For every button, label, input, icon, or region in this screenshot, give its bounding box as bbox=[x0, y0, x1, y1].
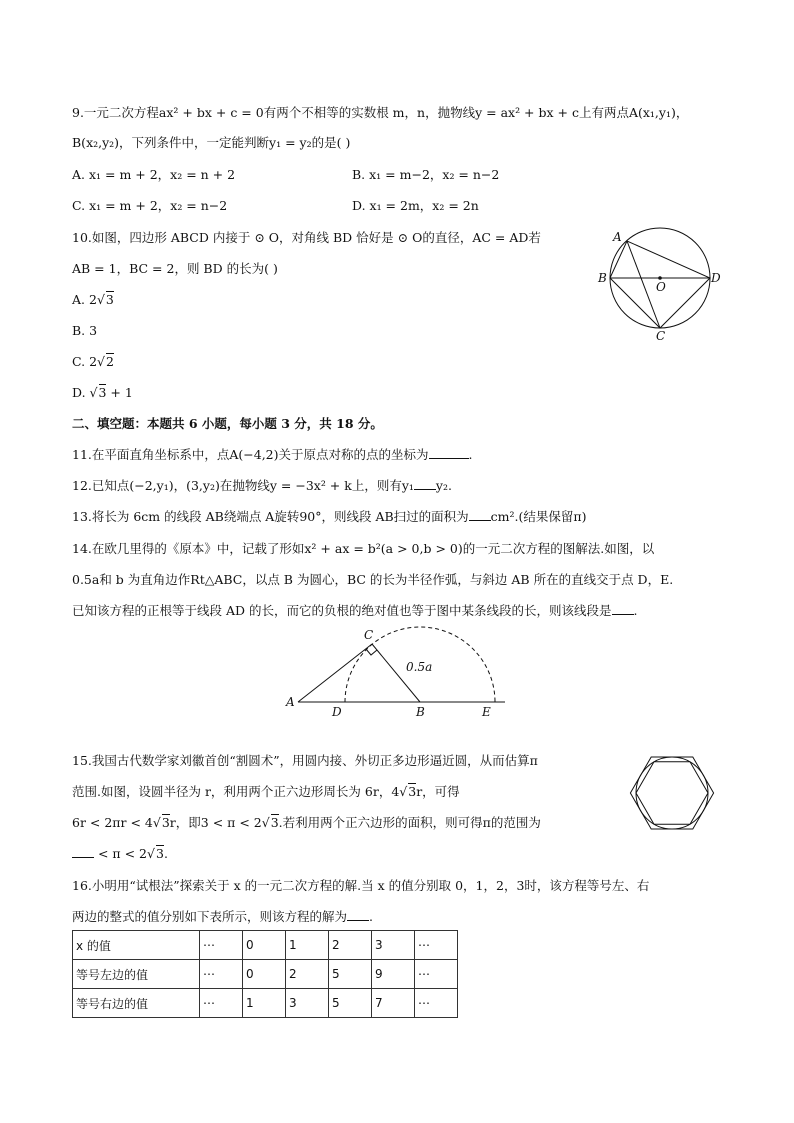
q14-stem-line3-text: 已知该方程的正根等于线段 AD 的长，而它的负根的绝对值也等于图中某条线段的长，则该线段是 bbox=[72, 603, 612, 618]
q10-option-c-radicand: 2 bbox=[106, 354, 114, 369]
table-cell: 5 bbox=[329, 960, 372, 989]
q9-stem-line2: B(x₂,y₂)，下列条件中，一定能判断y₁ = y₂的是( ) bbox=[72, 135, 351, 150]
q16-trial-table bbox=[72, 930, 458, 1018]
q14-label-d: D bbox=[332, 705, 342, 719]
table-cell: ⋯ bbox=[415, 989, 458, 1018]
q10-option-c: C. 2√2 bbox=[72, 354, 114, 369]
q14-side-ac bbox=[298, 644, 372, 702]
q16-stem-line1: 16.小明用“试根法”探索关于 x 的一元二次方程的解.当 x 的值分别取 0，1，2，3时，该方程等号左、右 bbox=[72, 878, 650, 893]
q14-right-angle-mark bbox=[366, 649, 377, 655]
q12-end: y₂. bbox=[435, 478, 452, 493]
q15-stem-line1: 15.我国古代数学家刘徽首创“割圆术”，用圆内接、外切正多边形逼近圆，从而估算π bbox=[72, 753, 538, 768]
q15-hexagon-figure bbox=[622, 748, 722, 838]
q10-option-d: D. √3 + 1 bbox=[72, 385, 133, 400]
q14-stem-line3 bbox=[72, 602, 637, 620]
q10-label-c: C bbox=[656, 329, 666, 343]
table-cell: 2 bbox=[286, 960, 329, 989]
q14-label-a: A bbox=[286, 695, 295, 709]
q9-option-b: B. x₁ = m−2，x₂ = n−2 bbox=[352, 167, 500, 182]
q9-option-d: D. x₁ = 2m，x₂ = 2n bbox=[352, 198, 479, 213]
table-cell: 3 bbox=[286, 989, 329, 1018]
q13-stem: 13.将长为 6cm 的线段 AB绕端点 A旋转90°，则线段 AB扫过的面积为 bbox=[72, 509, 469, 524]
q15-line4-end: . bbox=[163, 846, 168, 861]
q15-stem-line2: 范围.如图，设圆半径为 r，利用两个正六边形周长为 6r，4√3r，可得 bbox=[72, 784, 460, 799]
q15-outer-hexagon bbox=[630, 757, 713, 829]
q10-label-d: D bbox=[711, 271, 721, 285]
q15-circle bbox=[636, 757, 708, 829]
q15-line3-radicand: 3 bbox=[161, 815, 170, 830]
q14-answer-blank[interactable] bbox=[612, 602, 634, 615]
q13-end: cm².(结果保留π) bbox=[490, 509, 587, 524]
q15-line2-suffix: r，可得 bbox=[416, 784, 460, 799]
q10-label-a: A bbox=[613, 230, 622, 244]
q10-option-d-suffix: + 1 bbox=[106, 385, 133, 400]
q11-text bbox=[72, 446, 473, 464]
q12-text bbox=[72, 477, 452, 495]
table-row bbox=[73, 960, 458, 989]
table-cell: 7 bbox=[372, 989, 415, 1018]
q14-label-side: 0.5a bbox=[406, 660, 433, 674]
table-cell: ⋯ bbox=[200, 931, 243, 960]
q10-option-a: A. 2√3 bbox=[72, 292, 114, 307]
q12-answer-blank[interactable] bbox=[414, 477, 436, 490]
table-row bbox=[73, 931, 458, 960]
q15-line4-radicand: 3 bbox=[155, 846, 164, 861]
q10-circle-figure bbox=[600, 228, 730, 348]
q10-label-o: O bbox=[656, 280, 666, 294]
q14-label-e: E bbox=[482, 705, 491, 719]
q10-option-c-prefix: C. 2 bbox=[72, 354, 98, 369]
q10-label-b: B bbox=[598, 271, 607, 285]
q15-stem-line3: 6r < 2πr < 4√3r，即3 < π < 2√3.若利用两个正六边形的面积，则可得π的范围为 bbox=[72, 815, 541, 830]
q14-label-b: B bbox=[416, 705, 425, 719]
table-cell: ⋯ bbox=[200, 960, 243, 989]
q10-option-a-prefix: A. 2 bbox=[72, 292, 97, 307]
table-cell: 2 bbox=[329, 931, 372, 960]
table-header-cell: 等号左边的值 bbox=[73, 960, 200, 989]
q10-option-d-radicand: 3 bbox=[98, 385, 107, 400]
q9-option-c: C. x₁ = m + 2，x₂ = n−2 bbox=[72, 198, 228, 213]
q15-line2-prefix: 范围.如图，设圆半径为 r，利用两个正六边形周长为 6r，4 bbox=[72, 784, 400, 799]
q10-option-a-radicand: 3 bbox=[105, 292, 114, 307]
q15-line3-mid: r，即3 < π < 2 bbox=[169, 815, 262, 830]
q11-answer-blank[interactable] bbox=[429, 446, 469, 459]
q15-inner-hexagon bbox=[636, 762, 708, 824]
q16-stem-line2 bbox=[72, 908, 373, 926]
q9-stem-line1: 9.一元二次方程ax² + bx + c = 0有两个不相等的实数根 m，n，抛物线y = ax² + bx + c上有两点A(x₁,y₁)， bbox=[72, 105, 689, 120]
q14-triangle-figure bbox=[280, 624, 520, 724]
q16-end: . bbox=[369, 909, 373, 924]
q15-line3-prefix: 6r < 2πr < 4 bbox=[72, 815, 153, 830]
q11-end: . bbox=[468, 447, 473, 462]
table-row bbox=[73, 989, 458, 1018]
q16-stem-line2-text: 两边的整式的值分别如下表所示，则该方程的解为 bbox=[72, 909, 348, 924]
q15-stem-line4: < π < 2√3. bbox=[72, 845, 168, 863]
table-header-cell: x 的值 bbox=[73, 931, 200, 960]
table-cell: ⋯ bbox=[415, 931, 458, 960]
q13-text bbox=[72, 508, 586, 526]
q15-answer-blank[interactable] bbox=[72, 845, 94, 858]
q14-stem-line2: 0.5a和 b 为直角边作Rt△ABC，以点 B 为圆心，BC 的长为半径作弧，与斜边 AB 所在的直线交于点 D，E. bbox=[72, 572, 674, 587]
q16-answer-blank[interactable] bbox=[347, 908, 369, 921]
q10-option-b: B. 3 bbox=[72, 323, 98, 338]
q9-option-a: A. x₁ = m + 2，x₂ = n + 2 bbox=[72, 167, 236, 182]
table-cell: ⋯ bbox=[200, 989, 243, 1018]
table-header-cell: 等号右边的值 bbox=[73, 989, 200, 1018]
q14-stem-line1: 14.在欧几里得的《原本》中，记载了形如x² + ax = b²(a > 0,b > 0)的一元二次方程的图解法.如图，以 bbox=[72, 541, 655, 556]
q15-line2-radicand: 3 bbox=[408, 784, 417, 799]
table-cell: 9 bbox=[372, 960, 415, 989]
table-cell: 0 bbox=[243, 960, 286, 989]
table-cell: 1 bbox=[286, 931, 329, 960]
q15-line3-suffix: .若利用两个正六边形的面积，则可得π的范围为 bbox=[278, 815, 541, 830]
table-cell: ⋯ bbox=[415, 960, 458, 989]
q13-answer-blank[interactable] bbox=[469, 508, 491, 521]
table-cell: 3 bbox=[372, 931, 415, 960]
q14-label-c: C bbox=[364, 628, 374, 642]
section-2-heading: 二、填空题：本题共 6 小题，每小题 3 分，共 18 分。 bbox=[72, 416, 383, 431]
q15-line3-radicand2: 3 bbox=[270, 815, 279, 830]
table-cell: 5 bbox=[329, 989, 372, 1018]
q10-option-d-prefix: D. bbox=[72, 385, 90, 400]
q15-line4-mid: < π < 2 bbox=[94, 846, 148, 861]
q10-stem-line1: 10.如图，四边形 ABCD 内接于 ⊙ O，对角线 BD 恰好是 ⊙ O的直径，AC = AD若 bbox=[72, 230, 541, 245]
q11-stem: 11.在平面直角坐标系中，点A(−4,2)关于原点对称的点的坐标为 bbox=[72, 447, 429, 462]
q10-stem-line2: AB = 1，BC = 2，则 BD 的长为( ) bbox=[72, 261, 278, 276]
q14-end: . bbox=[633, 603, 638, 618]
table-cell: 0 bbox=[243, 931, 286, 960]
q12-stem: 12.已知点(−2,y₁)，(3,y₂)在抛物线y = −3x² + k上，则有y₁ bbox=[72, 478, 414, 493]
table-cell: 1 bbox=[243, 989, 286, 1018]
